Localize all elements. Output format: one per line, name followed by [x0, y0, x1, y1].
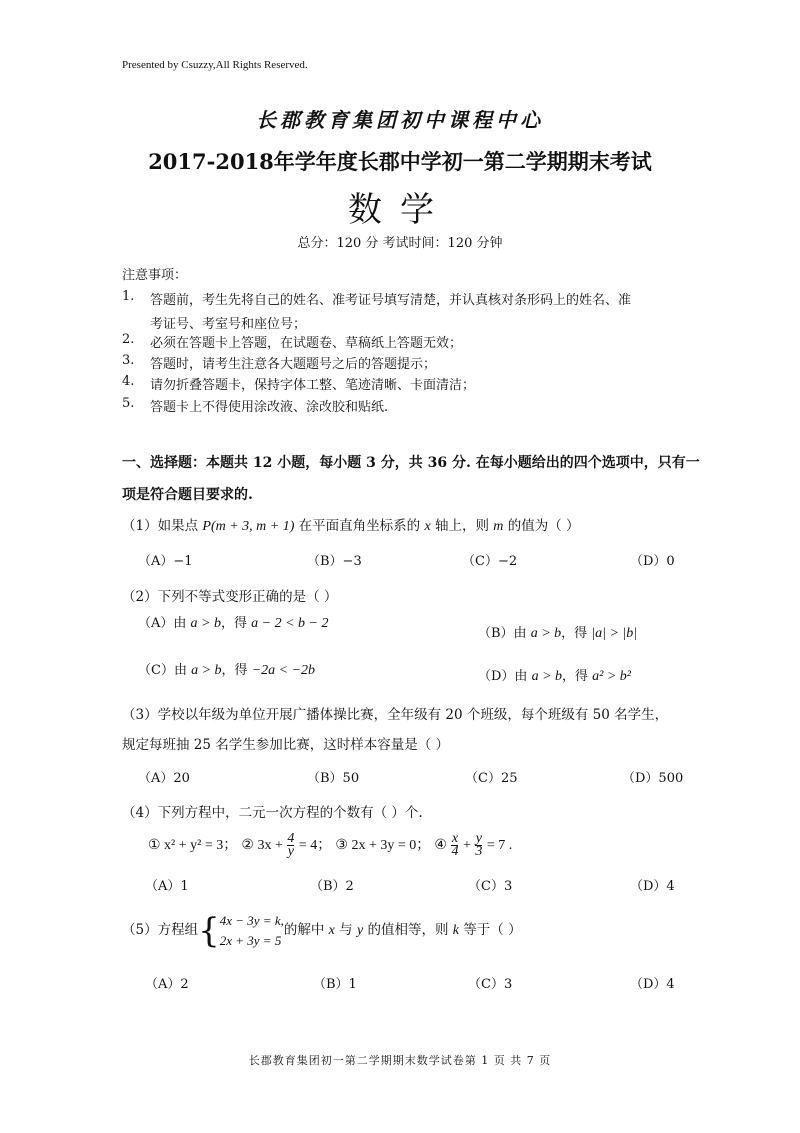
- option-b: （B）−3: [307, 554, 362, 569]
- option-b: （B）50: [307, 771, 360, 786]
- note-item: [122, 289, 682, 332]
- note-text: 答题卡上不得使用涂改液、涂改胶和贴纸.: [150, 400, 389, 415]
- note-text: 答题前，考生先将自己的姓名、准考证号填写清楚，并认真核对条形码上的姓名、准: [150, 293, 632, 308]
- subject-title: 数学: [348, 190, 452, 230]
- exam-title: 2017-2018年学年度长郡中学初一第二学期期末考试: [148, 149, 652, 174]
- option-d: （D）500: [622, 771, 684, 786]
- option-a: （A）−1: [138, 554, 193, 569]
- section-heading-cont: 项是符合题目要求的.: [122, 487, 253, 503]
- exam-meta: 总分：120 分 考试时间：120 分钟: [297, 236, 503, 251]
- note-item: [122, 396, 388, 415]
- question-2-stem: （2）下列不等式变形正确的是（ ）: [122, 589, 338, 605]
- page-footer: 长郡教育集团初一第二学期期末数学试卷第 1 页 共 7 页: [248, 1054, 552, 1067]
- option-c: （C）由 a > b，得 −2a < −2b: [138, 663, 316, 678]
- section-heading: 一、选择题：本题共 12 小题，每小题 3 分，共 36 分. 在每小题给出的四个选项中，只有一: [122, 455, 700, 471]
- note-number: 1.: [122, 289, 135, 304]
- question-3-stem-cont: 规定每班抽 25 名学生参加比赛，这时样本容量是（ ）: [122, 737, 450, 753]
- option-a: （A）由 a > b，得 a − 2 < b − 2: [138, 616, 329, 631]
- note-text: 必须在答题卡上答题，在试题卷、草稿纸上答题无效；: [150, 336, 463, 351]
- option-a: （A）20: [138, 771, 190, 786]
- option-c: （C）−2: [462, 554, 518, 569]
- organization-title: 长郡教育集团初中课程中心: [256, 108, 544, 132]
- brace-symbol: {: [198, 910, 220, 951]
- option-a: （A）2: [145, 977, 189, 992]
- math-expr: P(m + 3, m + 1): [202, 519, 295, 534]
- question-4-equations: ① x² + y² = 3； ② 3x + $\frac{4}{y}$ = 4； ③ 2x + 3y = 0； ④ $\frac{x}{4}$ + $\frac{y}{3}$ = 7 .: [148, 831, 513, 859]
- option-c: （C）3: [468, 879, 513, 894]
- question-1-stem: （1）如果点 P(m + 3, m + 1) 在平面直角坐标系的 x 轴上，则 m 的值为（ ）: [122, 518, 580, 534]
- option-b: （B）1: [313, 977, 357, 992]
- question-5-stem: （5）方程组{ 4x − 3y = k, 2x + 3y = 5 的解中 x 与 y 的值相等，则 k 等于（ ）: [122, 910, 522, 951]
- question-4-stem: （4）下列方程中，二元一次方程的个数有（ ）个.: [122, 805, 423, 821]
- equation-system: 4x − 3y = k, 2x + 3y = 5: [219, 912, 284, 948]
- copyright-note: Presented by Csuzzy,All Rights Reserved.: [122, 59, 308, 71]
- note-number: 4.: [122, 374, 135, 389]
- note-number: 3.: [122, 353, 135, 368]
- question-3-stem: （3）学校以年级为单位开展广播体操比赛，全年级有 20 个班级，每个班级有 50 名学生，: [122, 707, 669, 723]
- notes-heading: 注意事项：: [122, 268, 188, 283]
- option-d: （D）4: [630, 879, 675, 894]
- option-a: （A）1: [145, 879, 189, 894]
- note-text-cont: 考证号、考室号和座位号；: [150, 317, 307, 332]
- option-d: （D）4: [630, 977, 675, 992]
- option-b: （B）2: [310, 879, 354, 894]
- option-c: （C）3: [468, 977, 513, 992]
- note-number: 5.: [122, 396, 135, 411]
- note-number: 2.: [122, 332, 135, 347]
- option-d: （D）0: [630, 554, 675, 569]
- note-item: [122, 353, 436, 372]
- option-c: （C）25: [465, 771, 518, 786]
- note-text: 答题时，请考生注意各大题题号之后的答题提示；: [150, 357, 437, 372]
- note-item: [122, 332, 462, 351]
- option-d: （D）由 a > b，得 a² > b²: [478, 669, 631, 684]
- note-text: 请勿折叠答题卡，保持字体工整、笔迹清晰、卡面清洁；: [150, 378, 476, 393]
- option-b: （B）由 a > b，得 |a| > |b|: [478, 626, 638, 641]
- note-item: [122, 374, 475, 393]
